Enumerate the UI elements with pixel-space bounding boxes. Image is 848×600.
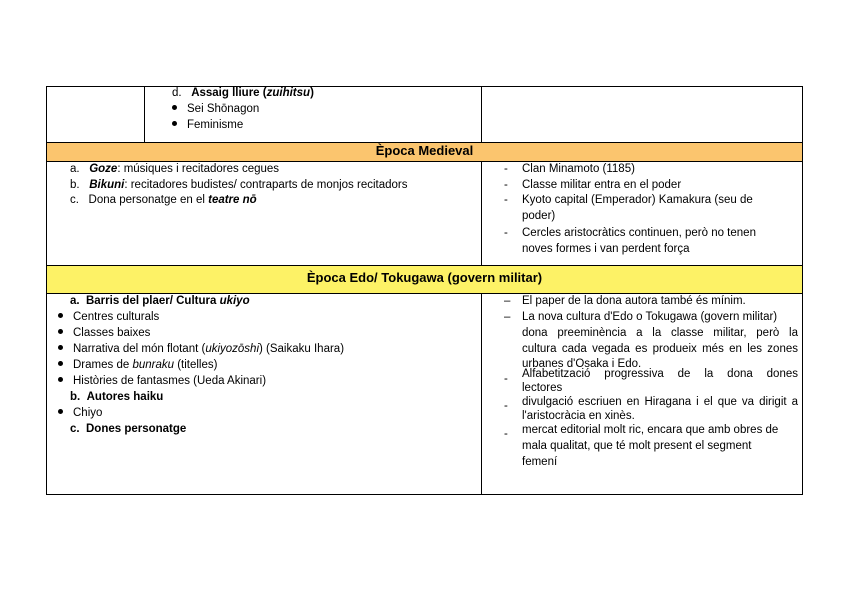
list-item: Classes baixes — [58, 326, 150, 341]
bullet-icon — [58, 361, 63, 366]
edo-header — [46, 265, 803, 293]
list-item: Feminisme — [172, 118, 243, 133]
list-item-text: l'aristocràcia en xinès. — [522, 410, 635, 422]
list-item: – — [504, 311, 511, 323]
list-item: Històries de fantasmes (Ueda Akinari) — [58, 374, 266, 389]
list-item-text: dona preeminència a la classe militar, però la — [522, 327, 798, 339]
list-item: - — [504, 227, 508, 239]
list-item-text: cultura cada vegada es produeix més en les zones — [522, 343, 798, 355]
list-item-text: Classe militar entra en el poder — [522, 179, 682, 191]
medieval-title: Època Medieval — [375, 143, 474, 158]
bullet-icon — [58, 313, 63, 318]
bullet-icon — [172, 105, 177, 110]
list-item: - — [504, 400, 508, 412]
list-item: Drames de bunraku (titelles) — [58, 358, 217, 373]
section-heading: a. Barris del plaer/ Cultura ukiyo — [70, 295, 250, 307]
list-item-text: poder) — [522, 210, 556, 222]
bullet-icon — [58, 345, 63, 350]
medieval-header — [46, 142, 803, 161]
list-item-text: El paper de la dona autora també és mínim. — [522, 295, 746, 307]
bullet-icon — [58, 409, 63, 414]
list-item: a. Goze: músiques i recitadores cegues — [70, 163, 280, 175]
bullet-icon — [58, 377, 63, 382]
list-item-text: noves formes i van perdent força — [522, 243, 690, 255]
list-item: - — [504, 428, 508, 440]
list-item-text: mala qualitat, que té molt present el segment — [522, 440, 752, 452]
essay-heading: d. Assaig lliure (zuihitsu) — [172, 87, 314, 99]
list-item-text: lectores — [522, 382, 563, 394]
list-item: - — [504, 194, 508, 206]
list-item: – — [504, 295, 511, 307]
list-item-text: Alfabetització progressiva de la dona dones — [522, 368, 798, 380]
list-item: Chiyo — [58, 406, 102, 421]
list-item: - — [504, 179, 508, 191]
list-item-text: Clan Minamoto (1185) — [522, 163, 635, 175]
list-item: c. Dona personatge en el teatre nō — [70, 194, 257, 206]
list-item-text: urbanes d'Osaka i Edo. — [522, 358, 642, 370]
bullet-icon — [172, 121, 177, 126]
list-item-text: La nova cultura d'Edo o Tokugawa (govern militar) — [522, 311, 778, 323]
list-item-text: mercat editorial molt ric, encara que amb obres de — [522, 424, 779, 436]
list-item: - — [504, 163, 508, 175]
list-item: Centres culturals — [58, 310, 159, 325]
list-item: - — [504, 373, 508, 385]
list-item-text: femení — [522, 456, 558, 468]
edo-title: Època Edo/ Tokugawa (govern militar) — [306, 270, 543, 285]
bullet-icon — [58, 329, 63, 334]
section-heading: b. Autores haiku — [70, 391, 164, 403]
section-heading: c. Dones personatge — [70, 423, 187, 435]
list-item: b. Bikuni: recitadores budistes/ contraparts de monjos recitadors — [70, 179, 408, 191]
list-item-text: Cercles aristocràtics continuen, però no tenen — [522, 227, 756, 239]
list-item-text: divulgació escriuen en Hiragana i el que va dirigit a — [522, 396, 798, 408]
list-item: Sei Shōnagon — [172, 102, 259, 117]
list-item-text: Kyoto capital (Emperador) Kamakura (seu de — [522, 194, 753, 206]
list-item: Narrativa del món flotant (ukiyozōshi) (Saikaku Ihara) — [58, 342, 344, 357]
